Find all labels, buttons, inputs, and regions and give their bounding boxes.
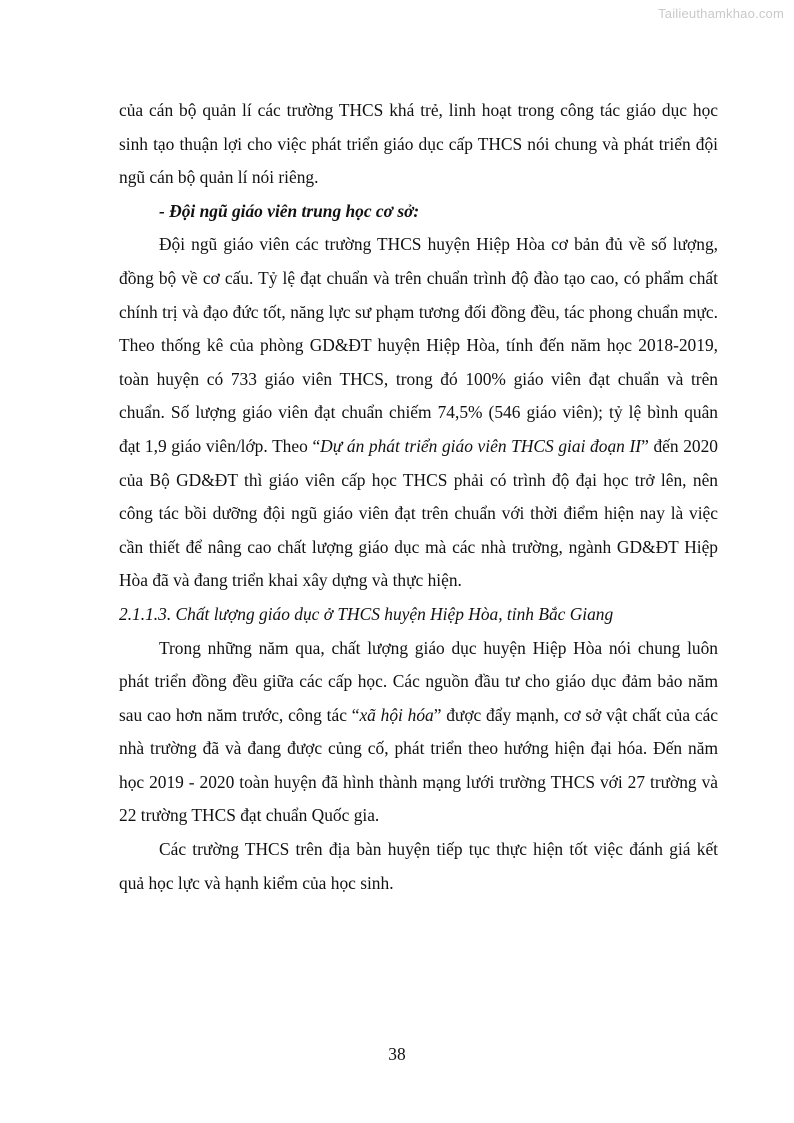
project-name-italic: Dự án phát triển giáo viên THCS giai đoạn II bbox=[320, 435, 642, 456]
watermark: Tailieuthamkhao.com bbox=[658, 6, 784, 21]
page-body bbox=[119, 94, 718, 900]
paragraph-teaching-staff-text-1: Đội ngũ giáo viên các trường THCS huyện Hiệp Hòa cơ bản đủ về số lượng, đồng bộ về cơ cấu. Tỷ lệ đạt chuẩn và trên chuẩn trình độ đào tạo cao, có phẩm chất chính trị và đạo đức tốt, năng lực sư phạm tương đối đồng đều, tác phong chuẩn mực. Theo thống kê của phòng GD&ĐT huyện Hiệp Hòa, tính đến năm học 2018-2019, toàn huyện có 733 giáo viên THCS, trong đó 100% giáo viên đạt chuẩn và trên chuẩn. Số lượng giáo viên đạt chuẩn chiếm 74,5% (546 giáo viên); tỷ lệ bình quân đạt 1,9 giáo viên/lớp. Theo “ bbox=[119, 234, 718, 456]
paragraph-education-quality-text-2: ” được đẩy mạnh, cơ sở vật chất của các nhà trường đã và đang được củng cố, phát triển theo hướng hiện đại hóa. Đến năm học 2019 - 2020 toàn huyện đã hình thành mạng lưới trường THCS với 27 trường và 22 trường THCS đạt chuẩn Quốc gia. bbox=[119, 704, 719, 826]
paragraph-assessment: Các trường THCS trên địa bàn huyện tiếp tục thực hiện tốt việc đánh giá kết quả học lực và hạnh kiểm của học sinh. bbox=[119, 839, 718, 893]
paragraph-education-quality bbox=[119, 632, 718, 834]
section-heading-education-quality: 2.1.1.3. Chất lượng giáo dục ở THCS huyện Hiệp Hòa, tỉnh Bắc Giang bbox=[119, 603, 614, 624]
paragraph-teaching-staff-text-2: ” đến 2020 của Bộ GD&ĐT thì giáo viên cấp học THCS phải có trình độ đại học trở lên, nên công tác bồi dưỡng đội ngũ giáo viên đạt trên chuẩn với thời điểm hiện nay là việc cần thiết để nâng cao chất lượng giáo dục mà các nhà trường, ngành GD&ĐT Hiệp Hòa đã và đang triển khai xây dựng và thực hiện. bbox=[119, 435, 718, 591]
paragraph-teaching-staff bbox=[119, 228, 718, 598]
socialization-term-italic: xã hội hóa bbox=[359, 704, 434, 725]
paragraph-management-staff: của cán bộ quản lí các trường THCS khá trẻ, linh hoạt trong công tác giáo dục học sinh tạo thuận lợi cho việc phát triển giáo dục cấp THCS nói chung và phát triển đội ngũ cán bộ quản lí nói riêng. bbox=[119, 100, 718, 188]
heading-teaching-staff: - Đội ngũ giáo viên trung học cơ sở: bbox=[159, 200, 420, 221]
paragraph-education-quality-text-1: Trong những năm qua, chất lượng giáo dục huyện Hiệp Hòa nói chung luôn phát triển đồng đều giữa các cấp học. Các nguồn đầu tư cho giáo dục đảm bảo năm sau cao hơn năm trước, công tác “ bbox=[119, 637, 718, 725]
page-number: 38 bbox=[388, 1044, 406, 1064]
